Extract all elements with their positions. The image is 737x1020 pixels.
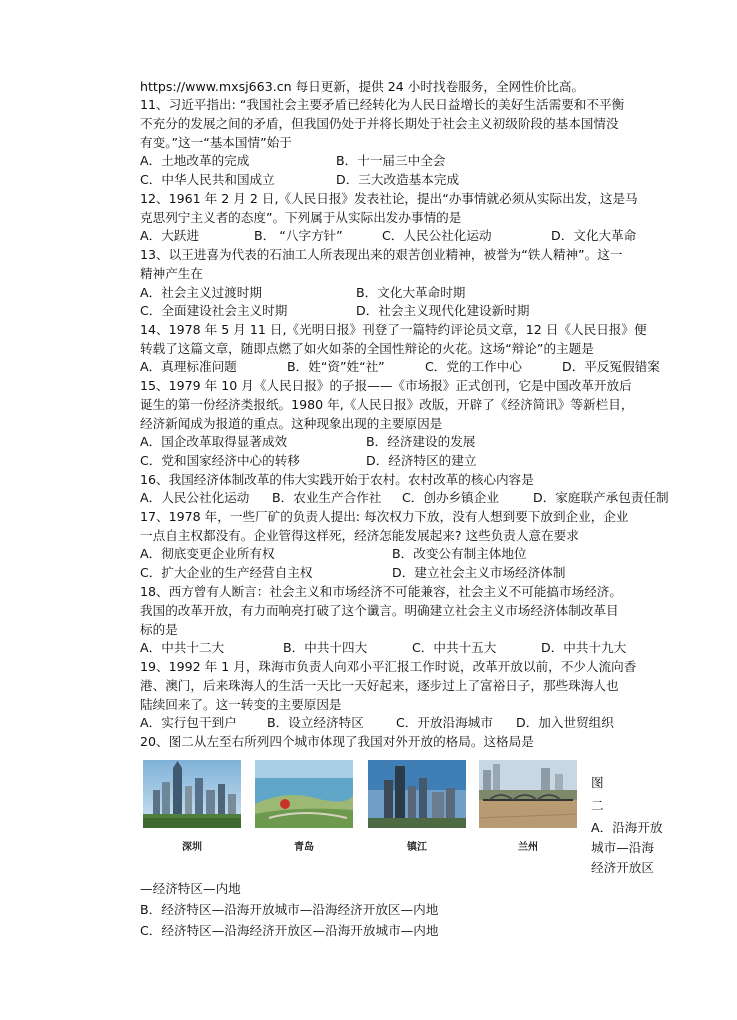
q19-line-2: 港、澳门，后来珠海人的生活一天比一天好起来，逐步过上了富裕日子，那些珠海人也: [140, 678, 619, 693]
q15-option-b: B．经济建设的发展: [366, 434, 476, 449]
q18-line-2: 我国的改革开放，有力而响亮打破了这个谶言。明确建立社会主义市场经济体制改革目: [140, 603, 619, 618]
q12-option-a: A．大跃进: [140, 228, 199, 243]
q14-option-b: B．姓“资”姓“社”: [287, 359, 385, 374]
q20-option-a-part-4: —经济特区—内地: [140, 881, 241, 896]
q14-line-2: 转载了这篇文章，随即点燃了如火如荼的全国性辩论的火花。这场“辩论”的主题是: [140, 341, 594, 356]
q19-line-3: 陆续回来了。这一转变的主要原因是: [140, 697, 342, 712]
q14-option-c: C．党的工作中心: [425, 359, 522, 374]
q18-line-1: 18、西方曾有人断言：社会主义和市场经济不可能兼容，社会主义不可能搞市场经济。: [140, 584, 622, 599]
q13-option-c: C．全面建设社会主义时期: [140, 303, 288, 318]
q14-option-d: D．平反冤假错案: [562, 359, 660, 374]
q11-line-2: 不充分的发展之间的矛盾，但我国仍处于并将长期处于社会主义初级阶段的基本国情没: [140, 116, 619, 131]
q16-option-a: A．人民公社化运动: [140, 490, 250, 505]
q13-option-b: B．文化大革命时期: [356, 285, 466, 300]
figure-label-2: 二: [591, 798, 604, 813]
q18-line-3: 标的是: [140, 622, 178, 637]
zhenjiang-photo: [368, 760, 466, 828]
q16-line-1: 16、我国经济体制改革的伟大实践开始于农村。农村改革的核心内容是: [140, 472, 534, 487]
q17-option-d: D．建立社会主义市场经济体制: [392, 565, 566, 580]
q11-option-c: C．中华人民共和国成立: [140, 172, 275, 187]
caption-shenzhen: 深圳: [182, 842, 202, 853]
q15-line-1: 15、1979 年 10 月《人民日报》的子报——《市场报》正式创刊，它是中国改革开放后: [140, 378, 632, 393]
q20-option-a-part-3: 经济开放区: [591, 860, 654, 875]
q11-option-b: B．十一届三中全会: [336, 153, 446, 168]
q11-option-a: A．土地改革的完成: [140, 153, 250, 168]
q20-option-a-part-1: A．沿海开放: [591, 820, 663, 835]
q20-option-c: C．经济特区—沿海经济开放区—沿海开放城市—内地: [140, 923, 439, 938]
q12-option-b: B． “八字方针”: [254, 228, 343, 243]
q12-line-2: 克思列宁主义者的态度”。下列属于从实际出发办事情的是: [140, 210, 462, 225]
q19-option-d: D．加入世贸组织: [516, 715, 614, 730]
q11-option-d: D．三大改造基本完成: [336, 172, 460, 187]
q18-option-c: C．中共十五大: [412, 640, 497, 655]
q19-option-c: C．开放沿海城市: [396, 715, 493, 730]
q13-option-a: A．社会主义过渡时期: [140, 285, 262, 300]
q17-option-a: A．彻底变更企业所有权: [140, 546, 275, 561]
q14-option-a: A．真理标准问题: [140, 359, 237, 374]
q19-line-1: 19、1992 年 1 月，珠海市负责人向邓小平汇报工作时说，改革开放以前，不少人流向香: [140, 659, 637, 674]
shenzhen-photo: [143, 760, 241, 828]
q15-line-3: 经济新闻成为报道的重点。这种现象出现的主要原因是: [140, 416, 443, 431]
q13-option-d: D．社会主义现代化建设新时期: [356, 303, 530, 318]
figure-label-1: 图: [591, 775, 604, 790]
q19-option-a: A．实行包干到户: [140, 715, 237, 730]
q16-option-d: D．家庭联产承包责任制: [533, 490, 669, 505]
caption-zhenjiang: 镇江: [407, 842, 427, 853]
caption-qingdao: 青岛: [294, 842, 314, 853]
caption-lanzhou: 兰州: [518, 842, 538, 853]
q16-option-b: B．农业生产合作社: [272, 490, 382, 505]
q14-line-1: 14、1978 年 5 月 11 日,《光明日报》刊登了一篇特约评论员文章，12 日《人民日报》便: [140, 322, 647, 337]
q13-line-2: 精神产生在: [140, 266, 203, 281]
q16-option-c: C．创办乡镇企业: [402, 490, 499, 505]
q20-option-a-part-2: 城市—沿海: [591, 840, 654, 855]
q17-line-2: 一点自主权都没有。企业管得这样死，经济怎能发展起来? 这些负责人意在要求: [140, 528, 579, 543]
q18-option-a: A．中共十二大: [140, 640, 225, 655]
q11-line-3: 有变。”这一“基本国情”始于: [140, 135, 292, 150]
q15-line-2: 诞生的第一份经济类报纸。1980 年,《人民日报》改版，开辟了《经济简讯》等新栏目，: [140, 397, 634, 412]
q15-option-c: C．党和国家经济中心的转移: [140, 453, 300, 468]
q17-option-c: C．扩大企业的生产经营自主权: [140, 565, 313, 580]
q17-option-b: B．改变公有制主体地位: [392, 546, 527, 561]
q12-option-d: D．文化大革命: [551, 228, 637, 243]
q17-line-1: 17、1978 年，一些厂矿的负责人提出: 每次权力下放，没有人想到要下放到企业，企业: [140, 509, 629, 524]
q12-option-c: C．人民公社化运动: [382, 228, 492, 243]
lanzhou-photo: [479, 760, 577, 828]
q15-option-d: D．经济特区的建立: [366, 453, 477, 468]
q11-line-1: 11、习近平指出: “我国社会主要矛盾已经转化为人民日益增长的美好生活需要和不平衡: [140, 97, 625, 112]
q18-option-d: D．中共十九大: [541, 640, 627, 655]
q20-option-b: B．经济特区—沿海开放城市—沿海经济开放区—内地: [140, 902, 439, 917]
q12-line-1: 12、1961 年 2 月 2 日,《人民日报》发表社论，提出“办事情就必须从实际出发，这是马: [140, 191, 638, 206]
q19-option-b: B．设立经济特区: [267, 715, 364, 730]
qingdao-photo: [255, 760, 353, 828]
q18-option-b: B．中共十四大: [283, 640, 368, 655]
q13-line-1: 13、以王进喜为代表的石油工人所表现出来的艰苦创业精神，被誉为“铁人精神”。这一: [140, 247, 623, 262]
q20-line-1: 20、图二从左至右所列四个城市体现了我国对外开放的格局。这格局是: [140, 734, 534, 749]
q15-option-a: A．国企改革取得显著成效: [140, 434, 288, 449]
header-line[interactable]: https://www.mxsj663.cn 每日更新，提供 24 小时找卷服务，全网性价比高。: [140, 79, 585, 94]
